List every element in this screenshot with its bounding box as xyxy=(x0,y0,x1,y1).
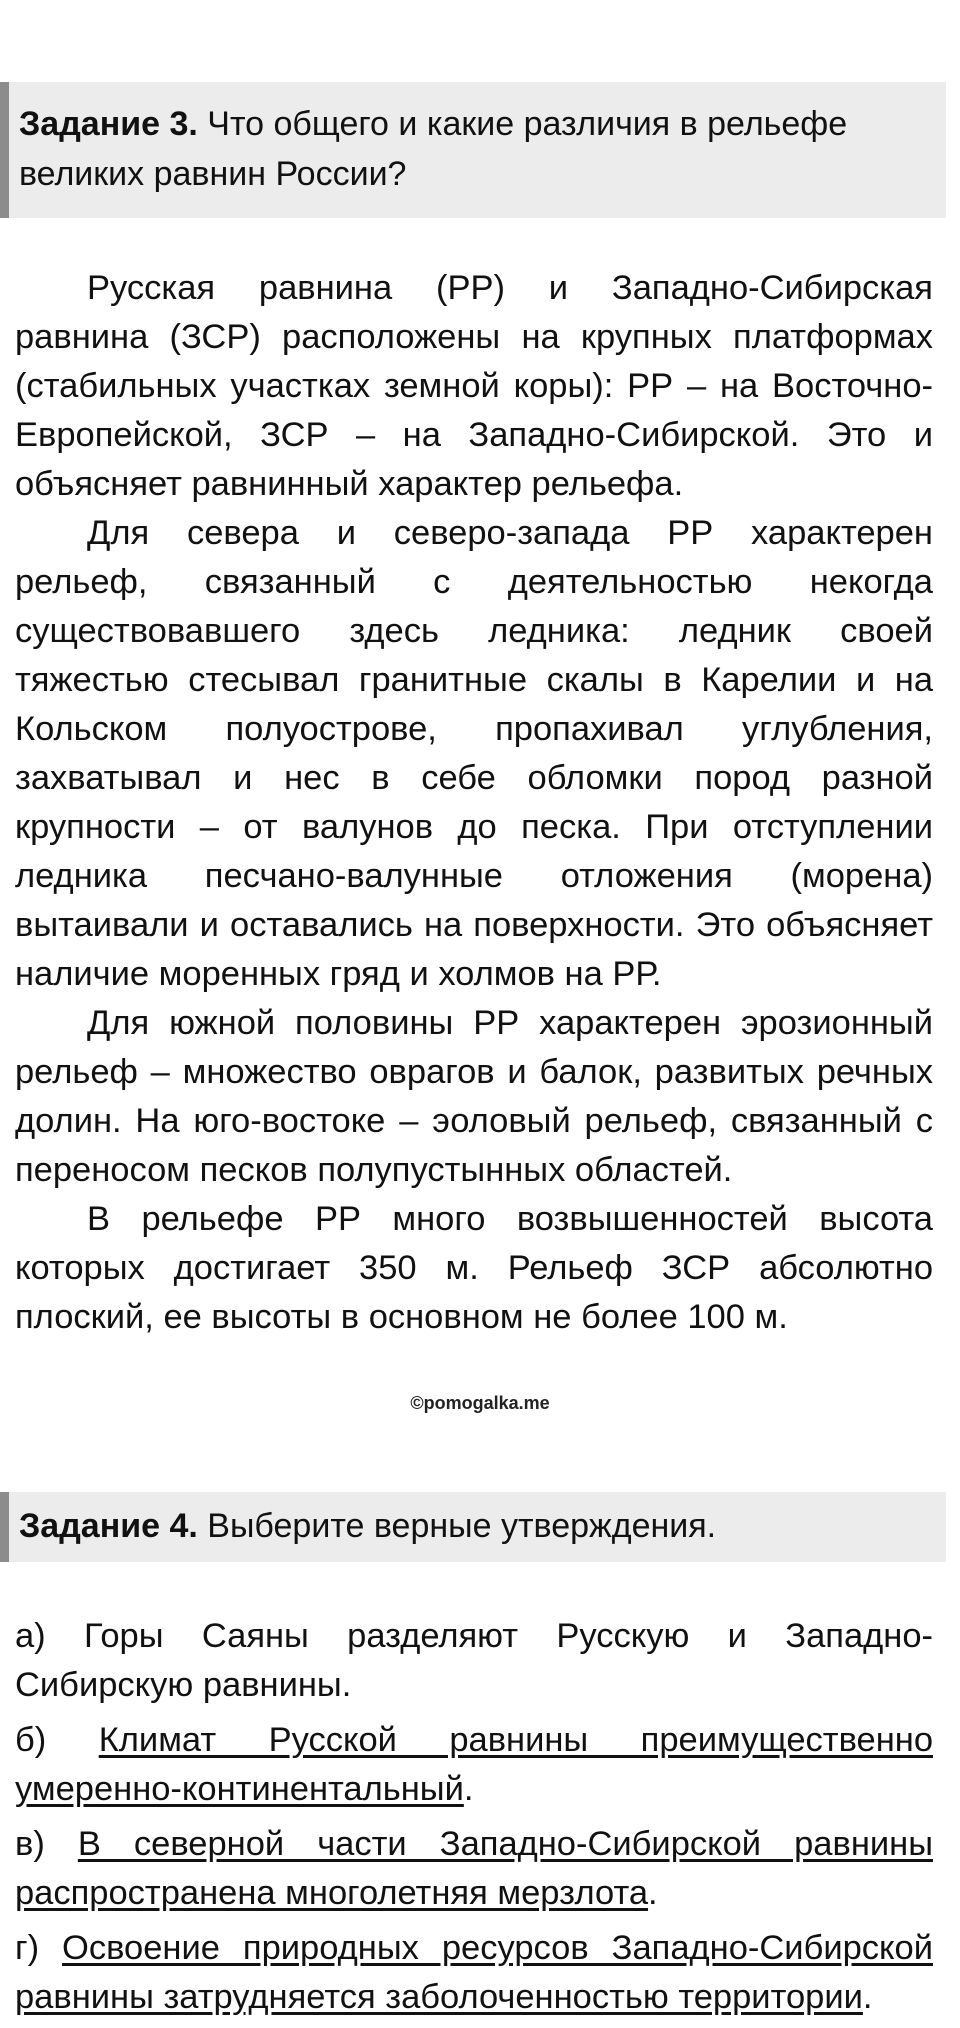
option-a xyxy=(15,1612,933,1710)
task-4-header xyxy=(0,1492,946,1562)
task-3-question: Что общего и какие различия в рельефе великих равнин России? xyxy=(19,105,848,193)
option-d-suffix: . xyxy=(862,1978,873,2016)
task-4-label: Задание 4. xyxy=(19,1507,198,1545)
answer-paragraph-1: Русская равнина (РР) и Западно-Сибирская равнина (ЗСР) расположены на крупных платформах (стабильных участках земной коры): РР – на Восточно-Европейской, ЗСР – на Западно-Сибирской. Это и объясняет равнинный характер рельефа. xyxy=(15,269,933,503)
task-3-header xyxy=(0,82,946,218)
option-b-prefix: б) xyxy=(15,1721,99,1759)
task-4-question: Выберите верные утверждения. xyxy=(197,1507,717,1545)
option-c-prefix: в) xyxy=(15,1825,78,1863)
option-b-text: Климат Русской равнины преимущественно умеренно-континентальный xyxy=(15,1721,934,1808)
option-a-prefix: а) xyxy=(15,1617,84,1655)
answer-paragraph-2: Для севера и северо-запада РР характерен рельеф, связанный с деятельностью некогда существовавшего здесь ледника: ледник своей тяжестью стесывал гранитные скалы в Карелии и на Кольском полуострове, пропахивал углубления, захватывал и нес в себе обломки пород разной крупности – от валунов до песка. При отступлении ледника песчано-валунные отложения (морена) вытаивали и оставались на поверхности. Это объясняет наличие моренных гряд и холмов на РР. xyxy=(15,514,933,993)
option-b xyxy=(15,1716,933,1814)
watermark: ©pomogalka.me xyxy=(410,1393,550,1413)
answer-paragraph-4: В рельефе РР много возвышенностей высота которых достигает 350 м. Рельеф ЗСР абсолютно плоский, ее высоты в основном не более 100 м. xyxy=(15,1200,933,1336)
option-c-text: В северной части Западно-Сибирской равнины распространена многолетняя мерзлота xyxy=(15,1825,933,1912)
task-3-answer xyxy=(15,264,933,1342)
option-c xyxy=(15,1820,933,1918)
option-d-prefix: г) xyxy=(15,1929,63,1967)
task-4-options xyxy=(15,1612,933,2028)
task-3-label: Задание 3. xyxy=(19,105,198,143)
option-a-text: Горы Саяны разделяют Русскую и Западно-Сибирскую равнины. xyxy=(15,1617,933,1704)
option-d xyxy=(15,1924,933,2022)
answer-paragraph-3: Для южной половины РР характерен эрозионный рельеф – множество оврагов и балок, развитых речных долин. На юго-востоке – эоловый рельеф, связанный с переносом песков полупустынных областей. xyxy=(15,1004,933,1189)
option-d-text: Освоение природных ресурсов Западно-Сибирской равнины затрудняется заболоченностью территории xyxy=(15,1929,933,2016)
option-c-suffix: . xyxy=(648,1874,658,1912)
option-b-suffix: . xyxy=(463,1770,474,1808)
